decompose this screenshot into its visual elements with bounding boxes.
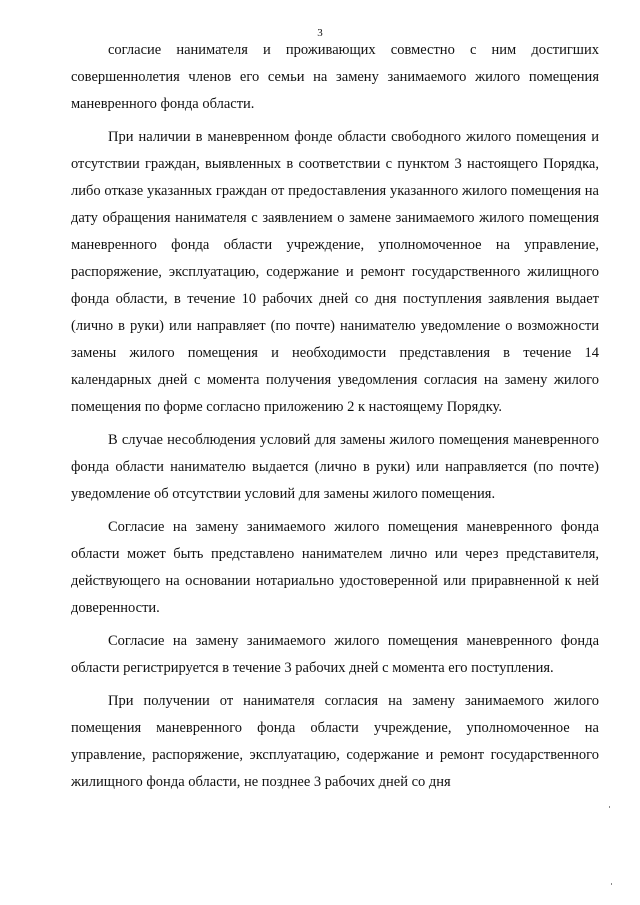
document-body (71, 37, 599, 802)
page-number: 3 (317, 27, 323, 39)
paragraph-6: При получении от нанимателя согласия на замену занимаемого жилого помещения маневренного фонда области учреждение, уполномоченное на управление, распоряжение, эксплуатацию, содержание и ремонт государственного жилищного фонда области, не позднее 3 рабочих дней со дня (71, 693, 599, 790)
paragraph-2: При наличии в маневренном фонде области свободного жилого помещения и отсутствии граждан, выявленных в соответствии с пунктом 3 настоящего Порядка, либо отказе указанных граждан от предоставления указанного жилого помещения на дату обращения нанимателя с заявлением о замене занимаемого жилого помещения маневренного фонда области учреждение, уполномоченное на управление, распоряжение, эксплуатацию, содержание и ремонт государственного жилищного фонда области, в течение 10 рабочих дней со дня поступления заявления выдает (лично в руки) или направляет (по почте) нанимателю уведомление о возможности замены жилого помещения и необходимости представления в течение 14 календарных дней с момента получения уведомления согласия на замену жилого помещения по форме согласно приложению 2 к настоящему Порядку. (71, 129, 599, 415)
paragraph-3: В случае несоблюдения условий для замены жилого помещения маневренного фонда области нанимателю выдается (лично в руки) или направляется (по почте) уведомление об отсутствии условий для замены жилого помещения. (71, 432, 599, 502)
paragraph-1: согласие нанимателя и проживающих совместно с ним достигших совершеннолетия членов его семьи на замену занимаемого жилого помещения маневренного фонда области. (71, 42, 599, 112)
scan-speck (609, 806, 610, 808)
scan-speck (611, 883, 612, 885)
paragraph-4: Согласие на замену занимаемого жилого помещения маневренного фонда области может быть представлено нанимателем лично или через представителя, действующего на основании нотариально удостоверенной или приравненной к ней доверенности. (71, 519, 599, 616)
paragraph-5: Согласие на замену занимаемого жилого помещения маневренного фонда области регистрируется в течение 3 рабочих дней с момента его поступления. (71, 633, 599, 676)
